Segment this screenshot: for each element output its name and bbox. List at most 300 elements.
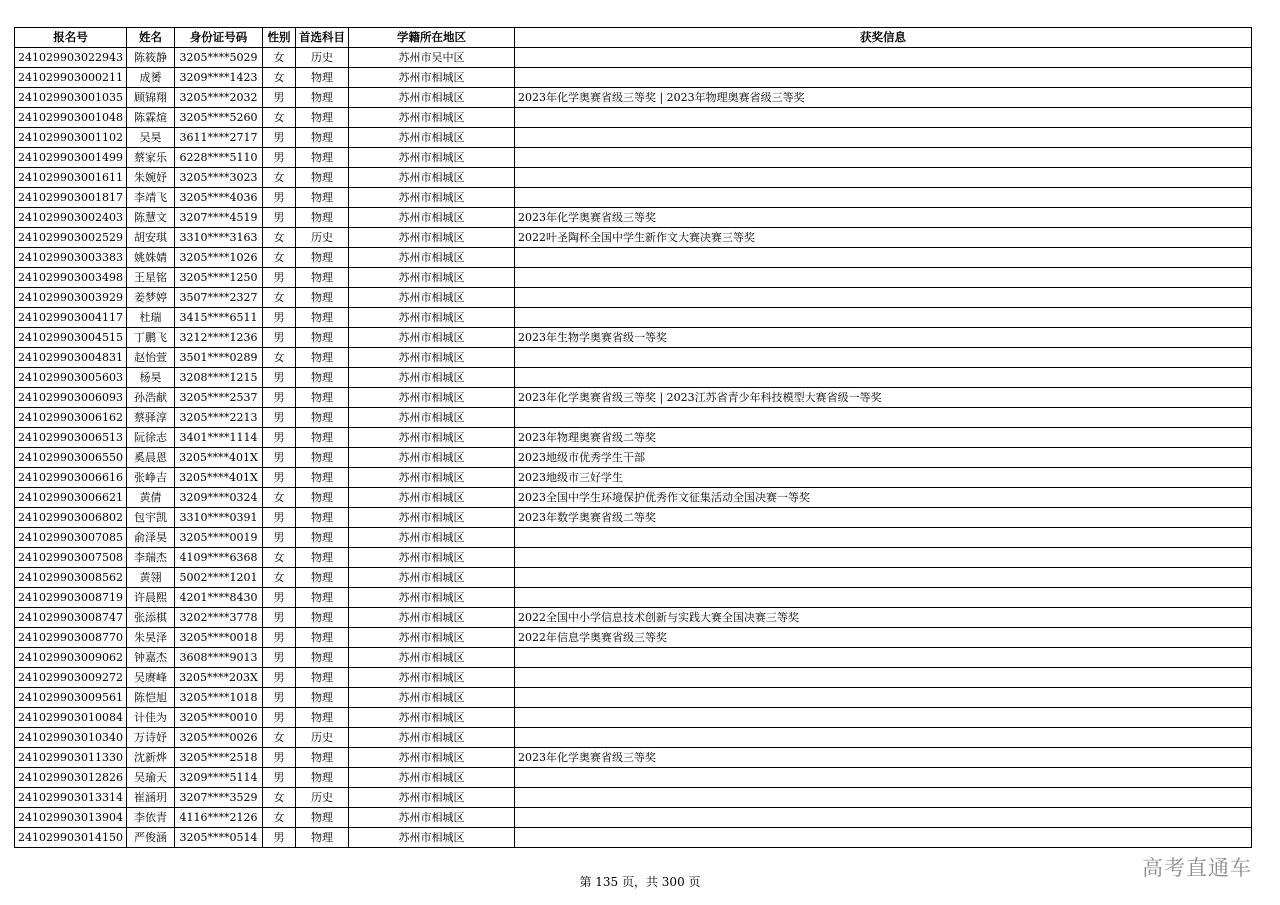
award-cell: 2022年信息学奥赛省级三等奖: [514, 628, 1251, 648]
table-row: [15, 228, 1252, 248]
id-number-cell: 6228****5110: [174, 148, 262, 168]
id-number-cell: 3401****1114: [174, 428, 262, 448]
region-cell: 苏州市相城区: [348, 408, 514, 428]
id-number-cell: 3209****5114: [174, 768, 262, 788]
name-cell: 崔涵玥: [126, 788, 174, 808]
name-cell: 王星铭: [126, 268, 174, 288]
region-cell: 苏州市相城区: [348, 328, 514, 348]
name-cell: 成赟: [126, 68, 174, 88]
gender-cell: 女: [262, 228, 295, 248]
gender-cell: 男: [262, 268, 295, 288]
region-cell: 苏州市相城区: [348, 608, 514, 628]
region-cell: 苏州市相城区: [348, 148, 514, 168]
id-number-cell: 3205****2032: [174, 88, 262, 108]
id-number-cell: 3205****1018: [174, 688, 262, 708]
table-row: [15, 168, 1252, 188]
gender-cell: 女: [262, 488, 295, 508]
id-number-cell: 4116****2126: [174, 808, 262, 828]
name-cell: 蔡家乐: [126, 148, 174, 168]
id-number-cell: 3208****1215: [174, 368, 262, 388]
region-cell: 苏州市吴中区: [348, 48, 514, 68]
region-cell: 苏州市相城区: [348, 768, 514, 788]
gender-cell: 男: [262, 328, 295, 348]
registration-number-cell: 241029903002529: [15, 228, 127, 248]
subject-cell: 物理: [295, 768, 348, 788]
registration-number-cell: 241029903014150: [15, 828, 127, 848]
table-row: [15, 308, 1252, 328]
table-row: [15, 788, 1252, 808]
gender-cell: 女: [262, 248, 295, 268]
table-row: [15, 568, 1252, 588]
region-cell: 苏州市相城区: [348, 688, 514, 708]
region-cell: 苏州市相城区: [348, 468, 514, 488]
registration-number-cell: 241029903003383: [15, 248, 127, 268]
registration-number-cell: 241029903006802: [15, 508, 127, 528]
registration-number-cell: 241029903011330: [15, 748, 127, 768]
subject-cell: 物理: [295, 68, 348, 88]
name-cell: 沈新烨: [126, 748, 174, 768]
subject-cell: 历史: [295, 788, 348, 808]
award-cell: [514, 688, 1251, 708]
table-row: [15, 808, 1252, 828]
table-row: [15, 148, 1252, 168]
table-row: [15, 648, 1252, 668]
table-row: [15, 188, 1252, 208]
registration-number-cell: 241029903013314: [15, 788, 127, 808]
name-cell: 黄倩: [126, 488, 174, 508]
registration-number-cell: 241029903001817: [15, 188, 127, 208]
id-number-cell: 3205****3023: [174, 168, 262, 188]
registration-number-cell: 241029903005603: [15, 368, 127, 388]
registration-number-cell: 241029903009561: [15, 688, 127, 708]
subject-cell: 物理: [295, 408, 348, 428]
table-row: [15, 388, 1252, 408]
id-number-cell: 3205****2518: [174, 748, 262, 768]
id-number-cell: 3205****4036: [174, 188, 262, 208]
subject-cell: 物理: [295, 608, 348, 628]
region-cell: 苏州市相城区: [348, 508, 514, 528]
award-cell: [514, 788, 1251, 808]
id-number-cell: 3205****0514: [174, 828, 262, 848]
name-cell: 李瑞杰: [126, 548, 174, 568]
name-cell: 杨昊: [126, 368, 174, 388]
region-cell: 苏州市相城区: [348, 188, 514, 208]
watermark-logo: 高考直通车: [1142, 856, 1252, 880]
table-row: [15, 528, 1252, 548]
gender-cell: 男: [262, 408, 295, 428]
registration-number-cell: 241029903007508: [15, 548, 127, 568]
award-cell: [514, 268, 1251, 288]
award-cell: 2022全国中小学信息技术创新与实践大赛全国决赛三等奖: [514, 608, 1251, 628]
gender-cell: 男: [262, 388, 295, 408]
award-cell: [514, 248, 1251, 268]
registration-number-cell: 241029903003498: [15, 268, 127, 288]
name-cell: 俞泽昊: [126, 528, 174, 548]
registration-number-cell: 241029903008562: [15, 568, 127, 588]
region-cell: 苏州市相城区: [348, 248, 514, 268]
subject-cell: 物理: [295, 468, 348, 488]
name-cell: 张峥吉: [126, 468, 174, 488]
subject-cell: 物理: [295, 548, 348, 568]
registration-number-cell: 241029903010340: [15, 728, 127, 748]
gender-cell: 男: [262, 468, 295, 488]
award-cell: [514, 708, 1251, 728]
table-row: [15, 428, 1252, 448]
id-number-cell: 3608****9013: [174, 648, 262, 668]
award-cell: 2023全国中学生环境保护优秀作文征集活动全国决赛一等奖: [514, 488, 1251, 508]
header-enrollment-region: 学籍所在地区: [348, 28, 514, 48]
subject-cell: 物理: [295, 828, 348, 848]
header-id-number: 身份证号码: [174, 28, 262, 48]
subject-cell: 物理: [295, 208, 348, 228]
table-row: [15, 368, 1252, 388]
name-cell: 张添棋: [126, 608, 174, 628]
table-row: [15, 48, 1252, 68]
name-cell: 严俊涵: [126, 828, 174, 848]
subject-cell: 物理: [295, 348, 348, 368]
table-row: [15, 268, 1252, 288]
id-number-cell: 3205****2213: [174, 408, 262, 428]
region-cell: 苏州市相城区: [348, 748, 514, 768]
registration-number-cell: 241029903002403: [15, 208, 127, 228]
table-row: [15, 488, 1252, 508]
gender-cell: 男: [262, 748, 295, 768]
table-row: [15, 508, 1252, 528]
table-row: [15, 588, 1252, 608]
name-cell: 姜梦婷: [126, 288, 174, 308]
table-row: [15, 408, 1252, 428]
table-row: [15, 128, 1252, 148]
id-number-cell: 3202****3778: [174, 608, 262, 628]
name-cell: 吴昊: [126, 128, 174, 148]
subject-cell: 物理: [295, 588, 348, 608]
subject-cell: 历史: [295, 228, 348, 248]
region-cell: 苏州市相城区: [348, 268, 514, 288]
subject-cell: 物理: [295, 308, 348, 328]
award-cell: [514, 348, 1251, 368]
award-cell: [514, 648, 1251, 668]
award-cell: 2023年生物学奥赛省级一等奖: [514, 328, 1251, 348]
name-cell: 丁鹏飞: [126, 328, 174, 348]
gender-cell: 男: [262, 768, 295, 788]
gender-cell: 女: [262, 168, 295, 188]
gender-cell: 男: [262, 188, 295, 208]
gender-cell: 男: [262, 428, 295, 448]
registration-number-cell: 241029903007085: [15, 528, 127, 548]
name-cell: 陈慧文: [126, 208, 174, 228]
id-number-cell: 3205****0026: [174, 728, 262, 748]
header-name: 姓名: [126, 28, 174, 48]
id-number-cell: 3205****0010: [174, 708, 262, 728]
subject-cell: 物理: [295, 128, 348, 148]
region-cell: 苏州市相城区: [348, 208, 514, 228]
registration-number-cell: 241029903004515: [15, 328, 127, 348]
name-cell: 胡安琪: [126, 228, 174, 248]
id-number-cell: 3205****401X: [174, 448, 262, 468]
region-cell: 苏州市相城区: [348, 428, 514, 448]
table-row: [15, 828, 1252, 848]
id-number-cell: 3415****6511: [174, 308, 262, 328]
gender-cell: 男: [262, 688, 295, 708]
region-cell: 苏州市相城区: [348, 588, 514, 608]
subject-cell: 物理: [295, 248, 348, 268]
id-number-cell: 3205****2537: [174, 388, 262, 408]
id-number-cell: 3310****0391: [174, 508, 262, 528]
registration-number-cell: 241029903006616: [15, 468, 127, 488]
gender-cell: 男: [262, 588, 295, 608]
award-cell: [514, 168, 1251, 188]
name-cell: 吴赓峰: [126, 668, 174, 688]
gender-cell: 男: [262, 608, 295, 628]
table-row: [15, 468, 1252, 488]
subject-cell: 物理: [295, 288, 348, 308]
table-row: [15, 448, 1252, 468]
subject-cell: 物理: [295, 488, 348, 508]
subject-cell: 物理: [295, 188, 348, 208]
gender-cell: 男: [262, 648, 295, 668]
region-cell: 苏州市相城区: [348, 568, 514, 588]
award-cell: [514, 528, 1251, 548]
gender-cell: 女: [262, 568, 295, 588]
table-row: [15, 728, 1252, 748]
name-cell: 杜瑞: [126, 308, 174, 328]
gender-cell: 男: [262, 128, 295, 148]
name-cell: 蔡驿淳: [126, 408, 174, 428]
id-number-cell: 5002****1201: [174, 568, 262, 588]
name-cell: 钟嘉杰: [126, 648, 174, 668]
name-cell: 顾锦翔: [126, 88, 174, 108]
subject-cell: 物理: [295, 528, 348, 548]
registration-number-cell: 241029903006093: [15, 388, 127, 408]
table-row: [15, 668, 1252, 688]
gender-cell: 女: [262, 348, 295, 368]
table-row: [15, 108, 1252, 128]
subject-cell: 物理: [295, 628, 348, 648]
award-cell: [514, 68, 1251, 88]
award-cell: [514, 308, 1251, 328]
subject-cell: 物理: [295, 368, 348, 388]
gender-cell: 男: [262, 628, 295, 648]
region-cell: 苏州市相城区: [348, 808, 514, 828]
registration-number-cell: 241029903010084: [15, 708, 127, 728]
gender-cell: 女: [262, 548, 295, 568]
gender-cell: 男: [262, 148, 295, 168]
registration-number-cell: 241029903006513: [15, 428, 127, 448]
gender-cell: 男: [262, 708, 295, 728]
header-preferred-subject: 首选科目: [295, 28, 348, 48]
award-cell: 2023年化学奥赛省级三等奖: [514, 208, 1251, 228]
subject-cell: 物理: [295, 668, 348, 688]
id-number-cell: 3207****4519: [174, 208, 262, 228]
subject-cell: 物理: [295, 808, 348, 828]
name-cell: 奚晨恩: [126, 448, 174, 468]
award-cell: [514, 128, 1251, 148]
region-cell: 苏州市相城区: [348, 788, 514, 808]
id-number-cell: 3205****0019: [174, 528, 262, 548]
table-header-row: [15, 28, 1252, 48]
subject-cell: 物理: [295, 88, 348, 108]
id-number-cell: 3209****1423: [174, 68, 262, 88]
award-cell: 2023年物理奥赛省级二等奖: [514, 428, 1251, 448]
gender-cell: 男: [262, 368, 295, 388]
award-cell: 2023地级市优秀学生干部: [514, 448, 1251, 468]
table-row: [15, 768, 1252, 788]
region-cell: 苏州市相城区: [348, 168, 514, 188]
gender-cell: 男: [262, 308, 295, 328]
registration-number-cell: 241029903006550: [15, 448, 127, 468]
registration-number-cell: 241029903006162: [15, 408, 127, 428]
name-cell: 陈霖煊: [126, 108, 174, 128]
header-award-info: 获奖信息: [514, 28, 1251, 48]
gender-cell: 女: [262, 108, 295, 128]
region-cell: 苏州市相城区: [348, 108, 514, 128]
id-number-cell: 3310****3163: [174, 228, 262, 248]
region-cell: 苏州市相城区: [348, 88, 514, 108]
registration-number-cell: 241029903009062: [15, 648, 127, 668]
subject-cell: 物理: [295, 428, 348, 448]
id-number-cell: 3209****0324: [174, 488, 262, 508]
subject-cell: 物理: [295, 508, 348, 528]
registration-number-cell: 241029903013904: [15, 808, 127, 828]
region-cell: 苏州市相城区: [348, 548, 514, 568]
award-cell: [514, 828, 1251, 848]
subject-cell: 物理: [295, 708, 348, 728]
gender-cell: 女: [262, 288, 295, 308]
table-body: [15, 48, 1252, 848]
award-cell: 2023地级市三好学生: [514, 468, 1251, 488]
gender-cell: 女: [262, 68, 295, 88]
gender-cell: 男: [262, 668, 295, 688]
name-cell: 计佳为: [126, 708, 174, 728]
table-row: [15, 748, 1252, 768]
gender-cell: 女: [262, 808, 295, 828]
award-cell: [514, 48, 1251, 68]
registration-number-cell: 241029903006621: [15, 488, 127, 508]
table-row: [15, 88, 1252, 108]
id-number-cell: 3207****3529: [174, 788, 262, 808]
name-cell: 李依青: [126, 808, 174, 828]
table-row: [15, 68, 1252, 88]
registration-number-cell: 241029903001102: [15, 128, 127, 148]
subject-cell: 物理: [295, 168, 348, 188]
region-cell: 苏州市相城区: [348, 308, 514, 328]
region-cell: 苏州市相城区: [348, 68, 514, 88]
registration-number-cell: 241029903003929: [15, 288, 127, 308]
award-cell: [514, 768, 1251, 788]
name-cell: 万诗妤: [126, 728, 174, 748]
registration-number-cell: 241029903001035: [15, 88, 127, 108]
subject-cell: 物理: [295, 748, 348, 768]
id-number-cell: 3205****1026: [174, 248, 262, 268]
subject-cell: 物理: [295, 688, 348, 708]
page-number: 第 135 页，共 300 页: [579, 875, 701, 889]
registration-number-cell: 241029903022943: [15, 48, 127, 68]
id-number-cell: 3205****1250: [174, 268, 262, 288]
id-number-cell: 3205****0018: [174, 628, 262, 648]
gender-cell: 男: [262, 208, 295, 228]
name-cell: 黄翎: [126, 568, 174, 588]
name-cell: 陈恺旭: [126, 688, 174, 708]
gender-cell: 女: [262, 788, 295, 808]
registration-number-cell: 241029903009272: [15, 668, 127, 688]
award-cell: [514, 588, 1251, 608]
name-cell: 许晨熙: [126, 588, 174, 608]
region-cell: 苏州市相城区: [348, 528, 514, 548]
award-cell: [514, 108, 1251, 128]
registration-number-cell: 241029903008770: [15, 628, 127, 648]
region-cell: 苏州市相城区: [348, 288, 514, 308]
subject-cell: 物理: [295, 648, 348, 668]
award-cell: [514, 728, 1251, 748]
name-cell: 姚姝婧: [126, 248, 174, 268]
award-cell: [514, 808, 1251, 828]
name-cell: 赵怡萱: [126, 348, 174, 368]
award-cell: [514, 568, 1251, 588]
gender-cell: 男: [262, 528, 295, 548]
gender-cell: 女: [262, 48, 295, 68]
header-registration-number: 报名号: [15, 28, 127, 48]
id-number-cell: 3205****5029: [174, 48, 262, 68]
id-number-cell: 4109****6368: [174, 548, 262, 568]
id-number-cell: 3507****2327: [174, 288, 262, 308]
registration-number-cell: 241029903012826: [15, 768, 127, 788]
registration-table: [14, 27, 1252, 848]
registration-number-cell: 241029903008719: [15, 588, 127, 608]
table-row: [15, 688, 1252, 708]
region-cell: 苏州市相城区: [348, 648, 514, 668]
region-cell: 苏州市相城区: [348, 128, 514, 148]
registration-number-cell: 241029903001048: [15, 108, 127, 128]
name-cell: 包宇凯: [126, 508, 174, 528]
table-row: [15, 628, 1252, 648]
region-cell: 苏州市相城区: [348, 628, 514, 648]
region-cell: 苏州市相城区: [348, 488, 514, 508]
subject-cell: 物理: [295, 388, 348, 408]
award-cell: [514, 368, 1251, 388]
gender-cell: 男: [262, 828, 295, 848]
region-cell: 苏州市相城区: [348, 708, 514, 728]
gender-cell: 女: [262, 728, 295, 748]
award-cell: [514, 408, 1251, 428]
registration-number-cell: 241029903001611: [15, 168, 127, 188]
subject-cell: 物理: [295, 148, 348, 168]
name-cell: 孙浩献: [126, 388, 174, 408]
region-cell: 苏州市相城区: [348, 368, 514, 388]
table-row: [15, 608, 1252, 628]
id-number-cell: 3501****0289: [174, 348, 262, 368]
subject-cell: 物理: [295, 268, 348, 288]
region-cell: 苏州市相城区: [348, 228, 514, 248]
table-row: [15, 548, 1252, 568]
name-cell: 李靖飞: [126, 188, 174, 208]
table-row: [15, 248, 1252, 268]
id-number-cell: 3611****2717: [174, 128, 262, 148]
registration-number-cell: 241029903004117: [15, 308, 127, 328]
id-number-cell: 4201****8430: [174, 588, 262, 608]
region-cell: 苏州市相城区: [348, 388, 514, 408]
gender-cell: 男: [262, 88, 295, 108]
award-cell: 2022叶圣陶杯全国中学生新作文大赛决赛三等奖: [514, 228, 1251, 248]
name-cell: 陈筱静: [126, 48, 174, 68]
subject-cell: 历史: [295, 48, 348, 68]
award-cell: [514, 668, 1251, 688]
id-number-cell: 3205****5260: [174, 108, 262, 128]
award-cell: 2023年化学奥赛省级三等奖 | 2023年物理奥赛省级三等奖: [514, 88, 1251, 108]
registration-number-cell: 241029903008747: [15, 608, 127, 628]
subject-cell: 物理: [295, 108, 348, 128]
region-cell: 苏州市相城区: [348, 668, 514, 688]
id-number-cell: 3205****203X: [174, 668, 262, 688]
